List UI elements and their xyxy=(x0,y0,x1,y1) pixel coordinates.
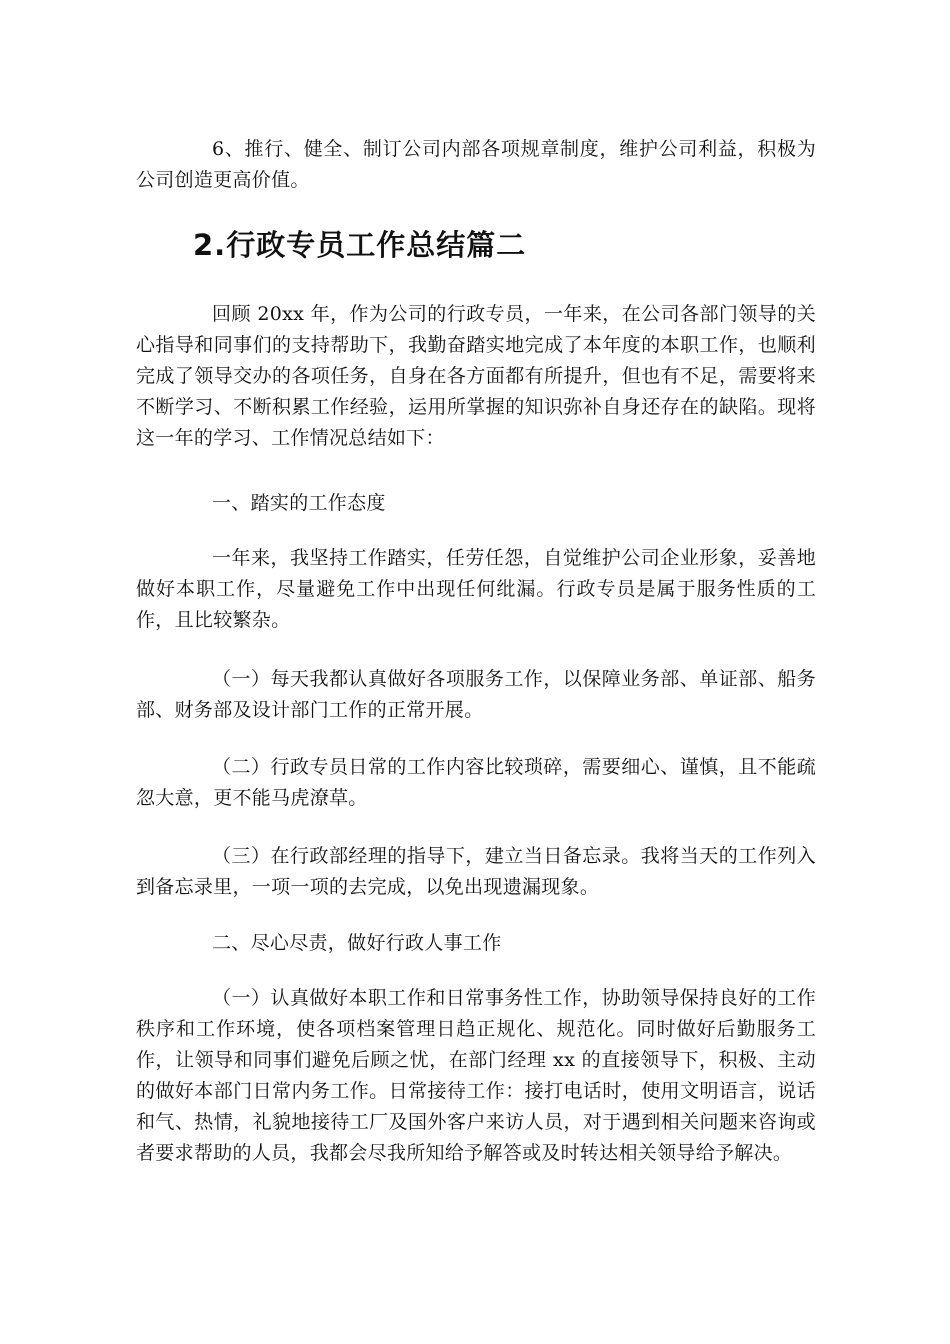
paragraph-attitude: 一年来，我坚持工作踏实，任劳任怨，自觉维护公司企业形象，妥善地做好本职工作，尽量避免工作中出现任何纰漏。行政专员是属于服务性质的工作，且比较繁杂。 xyxy=(136,547,816,631)
section-heading: 2.行政专员工作总结篇二 xyxy=(193,228,527,262)
paragraph-item-6: 6、推行、健全、制订公司内部各项规章制度，维护公司利益，积极为公司创造更高价值。 xyxy=(136,138,816,191)
subheading-attitude: 一、踏实的工作态度 xyxy=(212,492,386,514)
paragraph-admin-work: （一）认真做好本职工作和日常事务性工作，协助领导保持良好的工作秩序和工作环境，使各项档案管理日趋正规化、规范化。同时做好后勤服务工作，让领导和同事们避免后顾之忧，在部门经理 xx 的直接领导下，积极、主动的做好本部门日常内务工作。日常接待工作：接打电话时，使用文明语言，说话和气、热情，礼貌地接待工厂及国外客户来访人员，对于遇到相关问题来咨询或者要求帮助的人员，我都会尽我所知给予解答或及时转达相关领导给予解决。 xyxy=(136,987,816,1164)
paragraph-point-3: （三）在行政部经理的指导下，建立当日备忘录。我将当天的工作列入到备忘录里，一项一项的去完成，以免出现遗漏现象。 xyxy=(136,845,816,898)
paragraph-point-2: （二）行政专员日常的工作内容比较琐碎，需要细心、谨慎，且不能疏忽大意，更不能马虎潦草。 xyxy=(136,756,816,809)
paragraph-point-1: （一）每天我都认真做好各项服务工作，以保障业务部、单证部、船务部、财务部及设计部门工作的正常开展。 xyxy=(136,668,816,721)
paragraph-intro: 回顾 20xx 年，作为公司的行政专员，一年来，在公司各部门领导的关心指导和同事们的支持帮助下，我勤奋踏实地完成了本年度的本职工作，也顺利完成了领导交办的各项任务，自身在各方面都有所提升，但也有不足，需要将来不断学习、不断积累工作经验，运用所掌握的知识弥补自身还存在的缺陷。现将这一年的学习、工作情况总结如下： xyxy=(136,303,816,449)
subheading-admin-work: 二、尽心尽责，做好行政人事工作 xyxy=(212,932,502,954)
